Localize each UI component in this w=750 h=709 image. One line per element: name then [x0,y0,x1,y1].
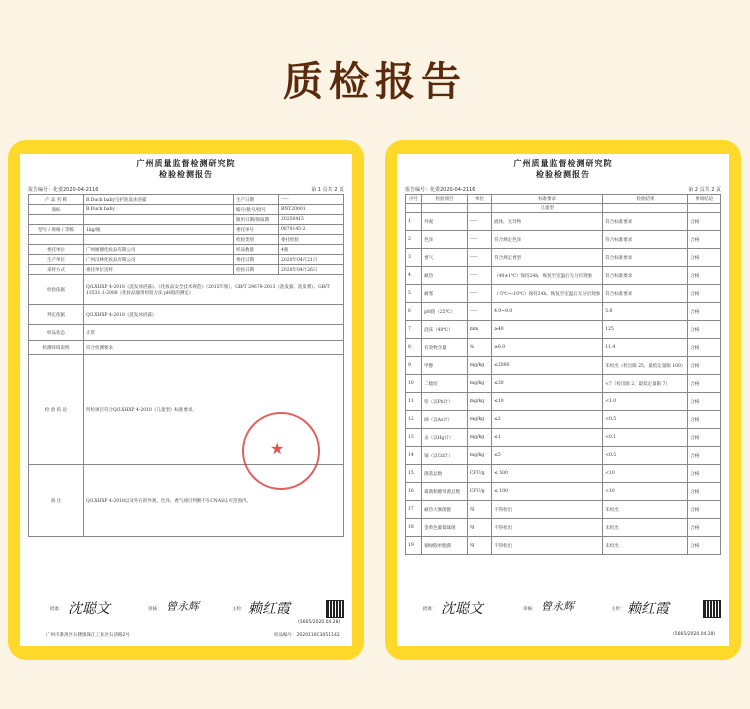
table-cell: ----- [467,303,491,321]
tester-signature: 赖红霞 [627,601,669,617]
table-cell: 外观 [422,213,468,231]
report-number: 报告编号：化委2020-04-2116 [405,187,476,193]
table-cell: % [467,339,491,357]
table-row [29,215,344,225]
table-cell: 合格 [688,519,721,537]
report-page2 [397,154,729,646]
table-cell: 1 [406,213,422,231]
table-cell: mg/kg [467,429,491,447]
qr-code-icon [326,600,344,618]
table-cell: 未检出 [603,519,688,537]
table-cell: <1.0 [603,393,688,411]
table-row [406,501,721,519]
table-cell: mg/kg [467,375,491,393]
table-cell: <0.1 [603,429,688,447]
table-row [406,393,721,411]
table-cell: 未检出（检出限 25，最低定量限 100） [603,357,688,375]
table-cell: 符合规定色泽 [492,231,603,249]
page-heading: 质检报告 [283,59,467,105]
column-header: 检验结果 [603,195,688,204]
row-label [29,215,84,225]
table-row [29,255,344,265]
row-label: 检 验 结 论 [29,355,84,465]
institute-name: 广州质量监督检测研究院 [136,159,236,168]
table-cell: 耐热 [422,267,468,285]
table-cell: mm [467,321,491,339]
table-cell: 未检出 [603,501,688,519]
row-label: 备 注 [29,465,84,537]
row-value: B.Duck baby宝护洗发沐浴露 [84,195,234,205]
report-number: 报告编号：化委2020-04-2116 [28,187,99,193]
table-row [406,429,721,447]
table-cell: （40±1℃）保持24h，恢复至室温后无分层现象 [492,267,603,285]
tester-label: 主检： [611,607,625,612]
report-frame-page2 [385,140,741,660]
row-label: 检测环境说明 [29,341,84,355]
table-row [406,447,721,465]
checker-signature: 曾永辉 [166,600,199,613]
table-cell: mg/kg [467,447,491,465]
row-value: BNT20001 [279,205,344,215]
row-value: 4瓶 [279,245,344,255]
table-row [406,357,721,375]
table-header-row [406,195,721,204]
table-cell: ≥6.0 [492,339,603,357]
row-label: 样品数量 [234,245,279,255]
table-cell: 泡沫（40℃） [422,321,468,339]
table-cell: 镉（以Cd计） [422,447,468,465]
checker-signature: 曾永辉 [541,600,574,613]
table-cell: （-5℃~-10℃）保持24h，恢复至室温后无分层现象 [492,285,603,303]
qr-code-icon [703,600,721,618]
subheader-cell: 儿童型 [492,204,603,213]
table-cell: 不得检出 [492,501,603,519]
table-cell: 合格 [688,321,721,339]
row-value: Q/LXHXP 4-2018《洗发沐浴露》 [84,305,344,325]
table-cell: 合格 [688,537,721,555]
table-cell: 铜绿假单胞菌 [422,537,468,555]
table-cell: 色泽 [422,231,468,249]
table-cell: <0.5 [603,447,688,465]
table-cell: 二噁烷 [422,375,468,393]
row-label [29,235,84,245]
table-cell: ----- [467,285,491,303]
table-cell: 2 [406,231,422,249]
table-cell: <10 [603,465,688,483]
row-label: 产 品 名 称 [29,195,84,205]
column-header: 单位 [467,195,491,204]
checker-label: 审核： [523,607,537,612]
table-cell: ≤2000 [492,357,603,375]
report-frame-page1 [8,140,364,660]
table-cell: 符合标准要求 [603,249,688,267]
table-cell: 13 [406,429,422,447]
table-cell: 17 [406,501,422,519]
table-cell: ≤2 [492,411,603,429]
approver-signature: 沈聪文 [68,601,110,617]
table-cell: 合格 [688,411,721,429]
row-value: 符合检测要求 [84,341,344,355]
table-row [406,375,721,393]
table-cell: 合格 [688,231,721,249]
institute-address: 广州市番禺区石楼镇珠江工业区石清路2号 [46,633,130,638]
row-label: 检验依据 [29,275,84,305]
row-value: 20250415 [279,215,344,225]
table-cell: 9 [406,357,422,375]
subheader-cell [467,204,491,213]
row-label: 商标 [29,205,84,215]
table-cell: 香气 [422,249,468,267]
table-cell: 18 [406,519,422,537]
table-cell: ≤30 [492,375,603,393]
table-row [406,303,721,321]
row-value: 广州丽塘化妆品有限公司 [84,245,234,255]
table-cell: 4 [406,267,422,285]
approver-label: 批准： [50,607,64,612]
table-cell: 合格 [688,339,721,357]
table-row [29,305,344,325]
table-cell: pH值（25℃） [422,303,468,321]
table-cell: 不得检出 [492,537,603,555]
row-label: 生产单位 [29,255,84,265]
column-header: 单项结论 [688,195,721,204]
table-cell: ----- [467,249,491,267]
table-row [406,213,721,231]
table-cell: 10 [406,375,422,393]
table-cell: 符合标准要求 [603,213,688,231]
row-value [84,215,234,225]
table-row [29,265,344,275]
table-subheader-row [406,204,721,213]
row-value: 1kg/瓶 [84,225,234,235]
table-cell: 合格 [688,375,721,393]
table-cell: 11 [406,393,422,411]
table-row [406,285,721,303]
table-cell: 合格 [688,303,721,321]
table-cell: 金黄色葡萄球菌 [422,519,468,537]
institute-name: 广州质量监督检测研究院 [513,159,613,168]
column-header: 检验项目 [422,195,468,204]
table-cell: ----- [467,267,491,285]
table-cell: 有效物含量 [422,339,468,357]
table-cell: 砷（以As计） [422,411,468,429]
row-label: 检验类别 [234,235,279,245]
seal-star-icon: ★ [270,439,285,458]
table-cell: 符合标准要求 [603,267,688,285]
table-cell: 12 [406,411,422,429]
table-cell: 耐热大肠菌群 [422,501,468,519]
row-value: 正常 [84,325,344,341]
report-code: (5665/2020.04.28) [673,632,716,637]
row-value: Q/LXHXP 4-2018《洗发沐浴露》、《化妆品安全技术规范》（2015年版）、GB/T 29679-2013《洗发露、洗发膏》、GB/T 13531.1-2008《化妆品通用检验方法 pH值的测定》 [84,275,344,305]
page-number: 第 2 页共 2 页 [688,187,721,193]
table-cell: 合格 [688,267,721,285]
table-cell: ≤ 500 [492,465,603,483]
table-row [29,205,344,215]
table-row [29,225,344,235]
table-row [406,537,721,555]
row-label: 判定依据 [29,305,84,325]
table-cell: 4.0~8.0 [492,303,603,321]
table-cell: /g [467,537,491,555]
table-cell: 菌落总数 [422,465,468,483]
table-cell: mg/kg [467,357,491,375]
row-value: 委托单位送样 [84,265,234,275]
report-title: 检验检测报告 [159,170,213,179]
table-cell: 合格 [688,357,721,375]
subheader-cell [603,204,688,213]
table-row [406,483,721,501]
table-cell: CFU/g [467,483,491,501]
table-cell: 5 [406,285,422,303]
table-cell: 符合标准要求 [603,231,688,249]
report-page1 [20,154,352,646]
table-cell: <0.5 [603,411,688,429]
tester-signature: 赖红霞 [248,601,290,617]
row-label: 生产日期 [234,195,279,205]
subheader-cell [422,204,468,213]
row-value: Q/LXHXP 4-2018以及外在的外观、色泽、香气项目判断不在CNAS认可范围内。 [84,465,344,537]
table-cell: 合格 [688,447,721,465]
row-value: ----- [279,195,344,205]
table-row [406,231,721,249]
table-cell: 铅（以Pb计） [422,393,468,411]
row-label: 限用日期/保质期 [234,215,279,225]
table-cell: 合格 [688,429,721,447]
row-value: 2020年04月26日 [279,265,344,275]
table-cell: 不得检出 [492,519,603,537]
table-cell: ≥40 [492,321,603,339]
table-cell: ≤1 [492,429,603,447]
row-label: 样品状态 [29,325,84,341]
table-cell: mg/kg [467,393,491,411]
table-row [29,195,344,205]
table-cell: 合格 [688,465,721,483]
table-row [406,267,721,285]
table-row [29,275,344,305]
table-cell: 合格 [688,501,721,519]
row-label: 型号 / 规格 / 等级 [29,225,84,235]
table-cell: 合格 [688,213,721,231]
table-cell: ≤5 [492,447,603,465]
table-cell: 合格 [688,393,721,411]
row-value [84,235,234,245]
table-cell: <7（检出限 2，最低定量限 7） [603,375,688,393]
tester-label: 主检： [232,607,246,612]
table-cell: 合格 [688,285,721,303]
table-row [29,245,344,255]
table-cell: 19 [406,537,422,555]
page-number: 第 1 页共 2 页 [311,187,344,193]
table-cell: ≤10 [492,393,603,411]
approver-label: 批准： [423,607,437,612]
table-cell: 液体，无异物 [492,213,603,231]
table-cell: ----- [467,213,491,231]
table-cell: 8 [406,339,422,357]
table-cell: ----- [467,231,491,249]
row-label: 委托日期 [234,255,279,265]
subheader-cell [688,204,721,213]
table-cell: 15 [406,465,422,483]
table-cell: 11.4 [603,339,688,357]
table-cell: 125 [603,321,688,339]
table-row [406,411,721,429]
column-header: 序号 [406,195,422,204]
table-cell: /g [467,501,491,519]
table-cell: ≤ 100 [492,483,603,501]
table-cell: mg/kg [467,411,491,429]
table-cell: 甲醇 [422,357,468,375]
table-row [406,519,721,537]
table-cell: 符合标准要求 [603,285,688,303]
row-value: 委托检验 [279,235,344,245]
row-value: 0870145-2 [279,225,344,235]
approver-signature: 沈聪文 [441,601,483,617]
table-row [29,235,344,245]
table-row [29,325,344,341]
row-label: 委托单位 [29,245,84,255]
checker-label: 审核： [148,607,162,612]
table-row [406,339,721,357]
table-row [406,465,721,483]
table-cell: 未检出 [603,537,688,555]
table-cell: /g [467,519,491,537]
table-cell: 3 [406,249,422,267]
table-cell: 符合规定香型 [492,249,603,267]
row-label: 检验日期 [234,265,279,275]
row-label: 采样方式 [29,265,84,275]
test-results-table [405,194,721,555]
report-code: (5665/2020.04.28) [298,620,341,625]
table-cell: 耐寒 [422,285,468,303]
table-cell: 7 [406,321,422,339]
table-cell: CFU/g [467,465,491,483]
table-cell: 霉菌和酵母菌总数 [422,483,468,501]
table-row [406,321,721,339]
row-value: 所检项目符合Q/LXHXP 4-2018《儿童型》标准要求。 [84,355,344,465]
row-label: 编号/批号/批号 [234,205,279,215]
table-cell: 合格 [688,249,721,267]
table-cell: 5.8 [603,303,688,321]
row-label: 委托单号 [234,225,279,235]
table-row [29,341,344,355]
table-cell: 16 [406,483,422,501]
table-cell: 合格 [688,483,721,501]
table-cell: 14 [406,447,422,465]
table-cell: <10 [603,483,688,501]
report-title: 检验检测报告 [536,170,590,179]
table-cell: 汞（以Hg计） [422,429,468,447]
table-cell: 6 [406,303,422,321]
row-value: 广州汉林化妆品有限公司 [84,255,234,265]
row-value: B.Duck baby [84,205,234,215]
column-header: 标准要求 [492,195,603,204]
sample-serial: 样品编号：2020110C3051142 [274,633,340,638]
table-row [406,249,721,267]
subheader-cell [406,204,422,213]
row-value: 2020年04月21日 [279,255,344,265]
